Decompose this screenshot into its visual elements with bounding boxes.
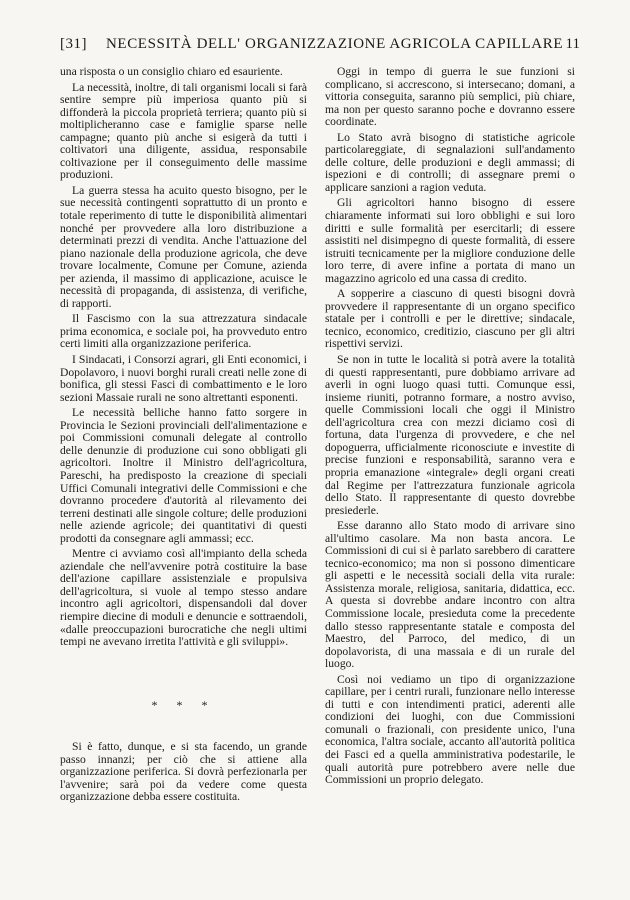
paragraph: I Sindacati, i Consorzi agrari, gli Enti economici, i Dopolavoro, i nuovi borghi rurali creati nelle zone di bonifica, gli stessi Fasci di combattimento e le loro sezioni Massaie rurali ne sono altrettanti esponenti. [60,353,307,404]
paragraph: Il Fascismo con la sua attrezzatura sindacale prima economica, e sociale poi, ha provveduto entro certi limiti alla organizzazione periferica. [60,312,307,351]
left-column [60,66,307,807]
paragraph: una risposta o un consiglio chiaro ed esauriente. [60,65,283,78]
paragraph: Se non in tutte le località si potrà avere la totalità di questi rappresentanti, pure dobbiamo arrivare ad averli in ogni luogo quasi tutti. Comunque essi, insieme riuniti, potranno formare, a nostro avviso, quelle Commissioni locali che oggi il Ministro dell'agricoltura crea con mezzi diciamo così di fortuna, data l'urgenza di provvedere, e che nel dopoguerra, ufficialmente riconosciute e investite di precise funzioni e responsabilità, saranno vera e propria emanazione «integrale» degli organi creati dal Regime per l'attrezzatura funzionale agricola dello Stato. Il rappresentante di questo dovrebbe presiederle. [325,353,575,517]
paragraph: Mentre ci avviamo così all'impianto della scheda aziendale che nell'avvenire potrà costituire la base dell'azione capillare assistenziale e propulsiva dell'agricoltura, si vuole al tempo stesso andare incontro agli agricoltori, dispensandoli dal dover riempire diecine di moduli e denuncie e sottraendoli, «dalle preoccupazioni burocratiche che negli ultimi tempi ne avevano irretita l'attività e gli sviluppi». [60,547,307,649]
paragraph: Gli agricoltori hanno bisogno di essere chiaramente informati sui loro obblighi e sui loro diritti e sulle formalità per esercitarli; di essere assistiti nel disimpegno di queste formalità, di essere istruiti tecnicamente per la migliore conduzione delle loro terre, di avere infine a portata di mano un magazzino agricolo ed una cassa di credito. [325,196,575,285]
paragraph: Lo Stato avrà bisogno di statistiche agricole particolareggiate, di segnalazioni sull'andamento delle colture, delle produzioni e degli ammassi; di ispezioni e di controlli; di assegnare premi o applicare sanzioni a ragion veduta. [325,130,575,194]
closing-paragraph: Si è fatto, dunque, e si sta facendo, un grande passo innanzi; per ciò che si attiene alla organizzazione periferica. Si dovrà perfezionarla per l'avvenire; sarà poi da vedere come questa organizzazione debba essere costituita. [60,740,307,804]
right-column [325,66,575,790]
paragraph: Oggi in tempo di guerra le sue funzioni si complicano, si accrescono, si intersecano; domani, a vittoria conseguita, saranno più semplici, più chiare, ma non per questo saranno poche e dovranno essere coordinate. [325,65,575,129]
running-header [60,36,580,58]
page-reference: [31] [60,36,87,52]
running-title: NECESSITÀ DELL' ORGANIZZAZIONE AGRICOLA CAPILLARE [106,36,564,52]
paragraph: Le necessità belliche hanno fatto sorgere in Provincia le Sezioni provinciali dell'alimentazione e poi Commissioni comunali delegate al controllo delle denunzie di produzione cui sono obbligati gli agricoltori. Inoltre il Ministro dell'agricoltura, Pareschi, ha predisposto la creazione di speciali Uffici Comunali integrativi delle Commissioni e che dovranno procedere d'autorità al rilevamento dei terreni destinati alle singole colture; delle produzioni nelle aziende agricole; dei quantitativi di questi prodotti da consegnare agli ammassi; ecc. [60,406,307,545]
section-separator: * * * [151,697,216,712]
paragraph: Esse daranno allo Stato modo di arrivare sino all'ultimo casolare. Ma non basta ancora. Le Commissioni di cui si è parlato sarebbero di carattere tecnico-economico; ma non si possono dimenticare gli aspetti e le necessità sociali della vita rurale: Assistenza morale, religiosa, sanitaria, didattica, ecc. A questa si dovrebbe andare incontro con altra Commissione locale, presieduta come la precedente dallo stesso rappresentante statale e composta del Maestro, del Parroco, del medico, di un dopolavorista, di una massaia e di un rurale del luogo. [325,519,575,671]
paragraph: Così noi vediamo un tipo di organizzazione capillare, per i centri rurali, funzionare nello interesse di tutti e con intendimenti pratici, aderenti alle condizioni dei luoghi, con due Commissioni comunali o frazionali, con presidente unico, l'una economica, l'altra sociale, accanto all'autorità politica dei Fasci ed a quella amministrativa podestarile, le quali autorità pure potrebbero avere nelle due Commissioni un proprio delegato. [325,672,575,787]
paragraph: La necessità, inoltre, di tali organismi locali si farà sentire sempre più imperiosa quanto più si diffonderà la piccola proprietà terriera; quanto più si moltiplicheranno case e famiglie sparse nelle campagne; quanto più anche si esigerà da tutti i coltivatori una diligente, assidua, responsabile coltivazione per il conseguimento delle massime produzioni. [60,80,307,182]
paragraph: La guerra stessa ha acuito questo bisogno, per le sue necessità contingenti soprattutto di un pronto e totale reperimento di tutte le disponibilità alimentari nonché per provvedere alla loro distribuzione a determinati prezzi di vendita. Anche l'attuazione del piano nazionale della produzione agricola, che deve trovare localmente, Comune per Comune, azienda per azienda, il massimo di applicazione, acuisce le necessità di propaganda, di assistenza, di verifiche, di rapporti. [60,183,307,310]
paragraph: A sopperire a ciascuno di questi bisogni dovrà provvedere il rappresentante di un organo specifico statale per i controlli e per le direttive; sindacale, tecnico, economico, creditizio, ciascuno per gli altri rispettivi servizi. [325,287,575,351]
page-number: 11 [565,36,580,52]
